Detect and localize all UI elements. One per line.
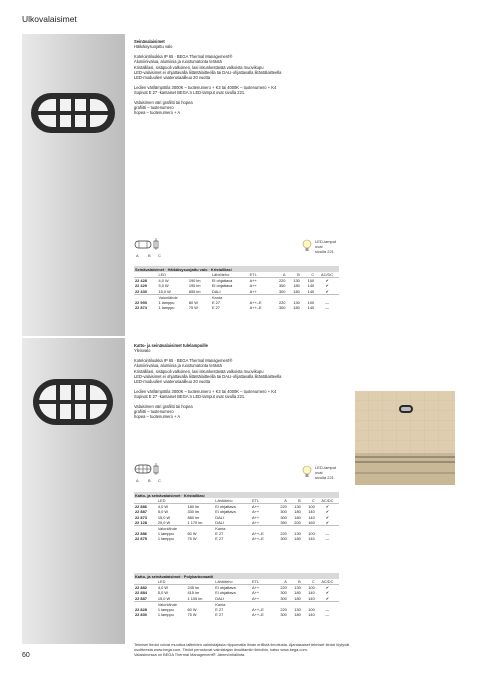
- col-a: A: [284, 498, 287, 504]
- cell: A++: [252, 509, 260, 515]
- section2-line: LED-moduulien vaaterusaalikuu 20 vuotta: [134, 379, 211, 385]
- section2-line: Alumiinivalua, alumiinia ja ruostumatonta terästä: [134, 363, 222, 369]
- cell: 1 lamppu: [157, 531, 174, 537]
- section1-led-note: [302, 239, 352, 261]
- cell: 415 lm: [187, 590, 200, 596]
- col-c: C: [311, 579, 315, 585]
- col-source: Valonlähde: [157, 601, 214, 607]
- cell: 60 W: [187, 531, 197, 537]
- col-base: Kanta: [214, 525, 251, 531]
- cell: A++: [251, 585, 274, 591]
- cell: 220: [280, 607, 287, 613]
- section2-line: Ledien värilämpötila 3000K – tuotenumero + K3 tai 4000K – tuotenumero + K4: [134, 388, 277, 394]
- section1-line: hopea – tuotenumero + A: [134, 110, 181, 116]
- cell: A++–E: [252, 612, 264, 618]
- cell: 350: [280, 519, 287, 525]
- section1-line: Kristallilasi, sisäpuoli valkoinen, lasi iskunkestävää valkoista muovikupu: [134, 64, 264, 70]
- section2-line: grafiitti – tuotenumero: [134, 409, 174, 415]
- cell: A++–E: [252, 536, 264, 542]
- cell: Ei ohjattava: [214, 504, 251, 510]
- cell: E 27: [215, 536, 224, 542]
- section1-line: LED-moduulien vaaterusaalikuu 20 vuotta: [134, 75, 211, 81]
- table-header: Katto- ja seinävalaisimet · Kristallilasi: [134, 492, 339, 498]
- cell: 140: [308, 595, 315, 601]
- cell: —: [325, 300, 330, 306]
- section1-description: [134, 39, 339, 116]
- cell: 140: [308, 514, 315, 520]
- section2-title: Katto- ja seinävalaisimet tulelampoille: [134, 343, 208, 348]
- footnote-line: osoitteesta www.bega.com. Tiedot perustuvat valmistajan ilmoittamiin tietoihin, katso www.bega.com.: [134, 647, 308, 652]
- cell: A++: [249, 283, 257, 289]
- cell: Ei ohjattava: [215, 509, 236, 515]
- col-base: Kanta: [211, 294, 249, 300]
- dimension-drawing-icon: [134, 237, 174, 251]
- cell: A++–E: [252, 531, 264, 537]
- col-base: Kanta: [214, 601, 251, 607]
- cell: 180: [294, 509, 301, 515]
- cell: 180: [294, 590, 301, 596]
- cell: 20,0 W: [157, 519, 171, 525]
- section1-spec-table: [134, 266, 339, 310]
- section2-line: Sopivat E 27 -kantaiset BEGA:n LED-lamput ovat sivulla 221.: [134, 394, 246, 400]
- cell: ✔: [316, 504, 339, 510]
- product-code: 22 882: [134, 585, 157, 591]
- product-code: 22 886: [135, 531, 147, 537]
- cell: 220: [280, 531, 287, 537]
- cell: 15,0 W: [157, 595, 171, 601]
- cell: A++–E: [249, 305, 262, 311]
- cell: Ei ohjattava: [211, 283, 233, 289]
- cell: 100: [308, 607, 315, 613]
- section1-line: Kotelointiluokka IP 65 · BEGA Thermal Management®: [134, 53, 233, 59]
- product-code: 22 887: [135, 595, 147, 601]
- cell: 300: [278, 288, 286, 294]
- cell: 75 W: [187, 536, 197, 542]
- col-etl: ETL: [252, 579, 260, 585]
- cell: 300: [278, 305, 286, 311]
- table-header: Seinävalaisimet · Häikäisysuojattu valo · Kristallilasi: [134, 266, 339, 272]
- section1-title: Seinävalaisimet: [134, 39, 165, 44]
- cell: 220: [274, 585, 288, 591]
- cell: 75 W: [187, 612, 197, 618]
- section2-line: LED-valaisimet ei ohjattavalla liitäntälaitteella tai DALI-ohjattavalla liitäntälaitteella: [134, 374, 282, 380]
- cell: ✔: [325, 595, 329, 601]
- section2-line: Kotelointiluokka IP 65 · BEGA Thermal Management®: [134, 357, 233, 363]
- cell: 140: [307, 305, 315, 311]
- cell: 4,0 W: [157, 278, 187, 284]
- cell: 130: [288, 585, 302, 591]
- cell: 245 lm: [186, 585, 214, 591]
- cell: A++: [249, 288, 257, 294]
- product-code: 22 993: [135, 300, 147, 306]
- section1-line: Ledien värilämpötila 3000K – tuotenumero + K3 tai 4000K – tuotenumero + K4: [134, 84, 277, 90]
- col-c: C: [311, 272, 315, 278]
- cell: 180: [294, 536, 301, 542]
- cell: DALI: [211, 288, 221, 294]
- product-code: 22 828: [135, 607, 147, 613]
- cell: 300: [280, 595, 287, 601]
- cell: —: [325, 531, 330, 537]
- footnote-line: Valaisimessa on BEGA Thermal Management® -lämmönhallinta.: [134, 652, 246, 657]
- led-note-line: LED-lamput: [315, 465, 337, 470]
- cell: —: [325, 612, 330, 618]
- section1-line: LED-valaisimet ei ohjattavalla liitäntälaitteella tai DALI-ohjattavalla liitäntälaitteella: [134, 70, 282, 76]
- col-b: B: [298, 498, 301, 504]
- page-number: 60: [22, 652, 30, 659]
- col-etl: ETL: [252, 498, 260, 504]
- cell: 220: [274, 504, 288, 510]
- col-acdc: AC/DC: [321, 498, 334, 504]
- cell: A++: [252, 590, 260, 596]
- cell: 190 lm: [188, 278, 211, 284]
- cell: ✔: [325, 283, 329, 289]
- cell: 180: [294, 514, 301, 520]
- cell: 300: [280, 612, 287, 618]
- col-output: Lähtöteho: [215, 498, 233, 504]
- cell: ✔: [325, 514, 329, 520]
- cell: ✔: [325, 509, 329, 515]
- cell: ✔: [325, 590, 329, 596]
- cell: 130: [293, 300, 300, 306]
- building-facade-image: [355, 391, 455, 485]
- section2-description: [134, 343, 339, 420]
- footnote: [134, 642, 454, 657]
- cell: 220: [278, 300, 286, 306]
- cell: —: [325, 607, 330, 613]
- cell: Ei ohjattava: [215, 590, 236, 596]
- cell: 180: [293, 288, 300, 294]
- cell: 160: [308, 519, 315, 525]
- section1-dimension-diagram: [134, 237, 174, 259]
- cell: A++–E: [252, 607, 264, 613]
- cell: 4,0 W: [157, 585, 187, 591]
- cell: —: [325, 305, 330, 311]
- cell: 1 lamppu: [157, 607, 174, 613]
- product-code: 22 428: [134, 278, 157, 284]
- cell: 1 lamppu: [158, 300, 175, 306]
- cell: 180: [294, 612, 301, 618]
- cell: 5,0 W: [157, 509, 169, 515]
- cell: 1 lamppu: [157, 612, 174, 618]
- cell: DALI: [215, 514, 224, 520]
- table-row: [134, 536, 339, 541]
- cell: ✔: [315, 278, 339, 284]
- product-code: 22 830: [135, 612, 147, 618]
- cell: 15,0 W: [158, 288, 171, 294]
- cell: 300: [280, 536, 287, 542]
- installation-photo: [355, 391, 455, 485]
- col-etl: ETL: [249, 272, 257, 278]
- cell: —: [325, 536, 330, 542]
- product-code: 22 430: [135, 288, 147, 294]
- cell: ✔: [325, 288, 329, 294]
- cell: 220: [272, 278, 286, 284]
- col-b: B: [298, 579, 301, 585]
- product-code: 22 887: [135, 509, 147, 515]
- section2-line: Kristallilasi, sisäpuoli valkoinen, lasi iskunkestävää valkoista muovikupu: [134, 368, 264, 374]
- product-code: 22 429: [135, 283, 147, 289]
- col-a: A: [282, 272, 286, 278]
- cell: DALI: [215, 595, 224, 601]
- product-code: 22 874: [135, 305, 147, 311]
- cell: 140: [308, 536, 315, 542]
- cell: A++: [249, 278, 272, 284]
- product-code: 22 884: [135, 590, 147, 596]
- section2-spec-table-polycarbonate: [134, 573, 339, 617]
- col-led: LED: [157, 579, 166, 585]
- section2-led-note: [302, 465, 352, 487]
- dimension-drawing-icon: [134, 462, 174, 476]
- section1-subtitle: Häikäisysuojattu valo: [134, 44, 173, 50]
- cell: A++: [252, 519, 260, 525]
- table-row: [134, 612, 339, 617]
- cell: 1 lamppu: [157, 536, 174, 542]
- col-source: Valonlähde: [157, 525, 214, 531]
- section1-line: Sopivat E 27 -kantaiset BEGA:n LED-lamput ovat sivulla 221.: [134, 90, 246, 96]
- led-note-line: ovat: [315, 470, 323, 475]
- section2-spec-table-crystal: [134, 492, 339, 542]
- cell: DALI: [215, 519, 224, 525]
- col-led: LED: [157, 498, 166, 504]
- bulb-icon: [302, 465, 312, 479]
- table-row: [134, 305, 339, 310]
- cell: 195 lm: [188, 283, 201, 289]
- col-c: C: [311, 498, 315, 504]
- col-source: Valonlähde: [157, 294, 210, 300]
- section2-line: Valaisimen väri grafiitti tai hopea: [134, 403, 193, 409]
- wall-lamp-icon: [30, 92, 116, 134]
- cell: ✔: [316, 585, 339, 591]
- cell: 75 W: [188, 305, 198, 311]
- cell: 300: [280, 590, 287, 596]
- cell: A++: [252, 514, 260, 520]
- dim-label-b: B: [148, 478, 151, 483]
- cell: 100: [308, 531, 315, 537]
- cell: 5,0 W: [157, 590, 169, 596]
- cell: 1 lamppu: [158, 305, 175, 311]
- led-note-line: sivulla 221.: [315, 475, 336, 480]
- col-led: LED: [158, 272, 167, 278]
- section2-dimension-diagram: [134, 462, 174, 484]
- cell: 100: [307, 300, 315, 306]
- cell: 180 lm: [186, 504, 214, 510]
- col-a: A: [284, 579, 287, 585]
- cell: E 27: [215, 612, 224, 618]
- cell: 100: [302, 504, 316, 510]
- cell: E 27: [211, 305, 220, 311]
- cell: 880 lm: [187, 514, 200, 520]
- product-code: 22 875: [135, 536, 147, 542]
- cell: 180: [293, 283, 300, 289]
- cell: 140: [308, 509, 315, 515]
- section1-line: Valaisimen väri grafiitti tai hopea: [134, 99, 193, 105]
- cell: 140: [307, 283, 315, 289]
- led-note-line: sivulla 221.: [315, 249, 336, 254]
- section2-subtitle: Yleisvalo: [134, 348, 151, 354]
- dim-label-c: C: [158, 478, 161, 483]
- col-acdc: AC/DC: [321, 579, 334, 585]
- cell: 130: [294, 531, 301, 537]
- col-output: Lähtöteho: [211, 272, 230, 278]
- cell: 60 W: [187, 607, 197, 613]
- cell: 200: [294, 519, 301, 525]
- cell: A++: [251, 504, 274, 510]
- led-note-line: LED-lamput: [315, 239, 337, 244]
- dim-label-b: B: [148, 253, 151, 258]
- cell: 140: [307, 288, 315, 294]
- cell: E 27: [215, 531, 224, 537]
- table-header: Katto- ja seinävalaisimet · Polykarbonaatti: [134, 573, 339, 579]
- section1-line: grafiitti – tuotenumero: [134, 105, 174, 111]
- cell: 180: [293, 305, 300, 311]
- product-code: 22 886: [134, 504, 157, 510]
- cell: Ei ohjattava: [214, 585, 251, 591]
- cell: 655 lm: [188, 288, 201, 294]
- product-code: 22 128: [135, 519, 147, 525]
- col-output: Lähtöteho: [215, 579, 233, 585]
- cell: 300: [280, 514, 287, 520]
- page-title: Ulkovalaisimet: [22, 14, 77, 24]
- cell: 4,0 W: [157, 504, 187, 510]
- cell: 60 W: [188, 300, 198, 306]
- bulb-icon: [302, 239, 312, 253]
- col-acdc: AC/DC: [321, 272, 334, 278]
- cell: E 27: [211, 300, 220, 306]
- cell: Ei ohjattava: [211, 278, 249, 284]
- section2-line: hopea – tuotenumero + A: [134, 414, 181, 420]
- cell: 300: [280, 509, 287, 515]
- cell: 140: [308, 612, 315, 618]
- product-image-panel: [22, 338, 125, 644]
- cell: A++: [252, 595, 260, 601]
- cell: 300: [278, 283, 286, 289]
- section1-line: Alumiinivalua, alumiinia ja ruostumatonta terästä: [134, 59, 222, 65]
- cell: 1 105 lm: [187, 595, 203, 601]
- cell: 100: [301, 278, 315, 284]
- dim-label-a: A: [136, 253, 139, 258]
- wall-lamp-icon: [32, 378, 114, 426]
- cell: 100: [302, 585, 316, 591]
- cell: 130: [288, 504, 302, 510]
- cell: 180: [294, 595, 301, 601]
- product-code: 22 873: [135, 514, 147, 520]
- cell: E 27: [215, 607, 224, 613]
- cell: 330 lm: [187, 509, 200, 515]
- cell: 1 170 lm: [187, 519, 203, 525]
- cell: 5,0 W: [158, 283, 169, 289]
- cell: ✔: [325, 519, 329, 525]
- dim-label-c: C: [158, 253, 161, 258]
- led-note-line: ovat: [315, 244, 323, 249]
- cell: 130: [286, 278, 300, 284]
- footnote-line: Tekniset tiedot voivat muuttua laitteiden valmistajasta riippumatta ilman erillistä ilmoitusta. Ajantasaiset tekniset tiedot löytyvät: [134, 642, 350, 647]
- cell: 140: [308, 590, 315, 596]
- cell: 130: [294, 607, 301, 613]
- cell: A++–E: [249, 300, 262, 306]
- product-image-panel: [22, 34, 125, 336]
- col-b: B: [297, 272, 300, 278]
- cell: 15,0 W: [157, 514, 171, 520]
- dim-label-a: A: [136, 478, 139, 483]
